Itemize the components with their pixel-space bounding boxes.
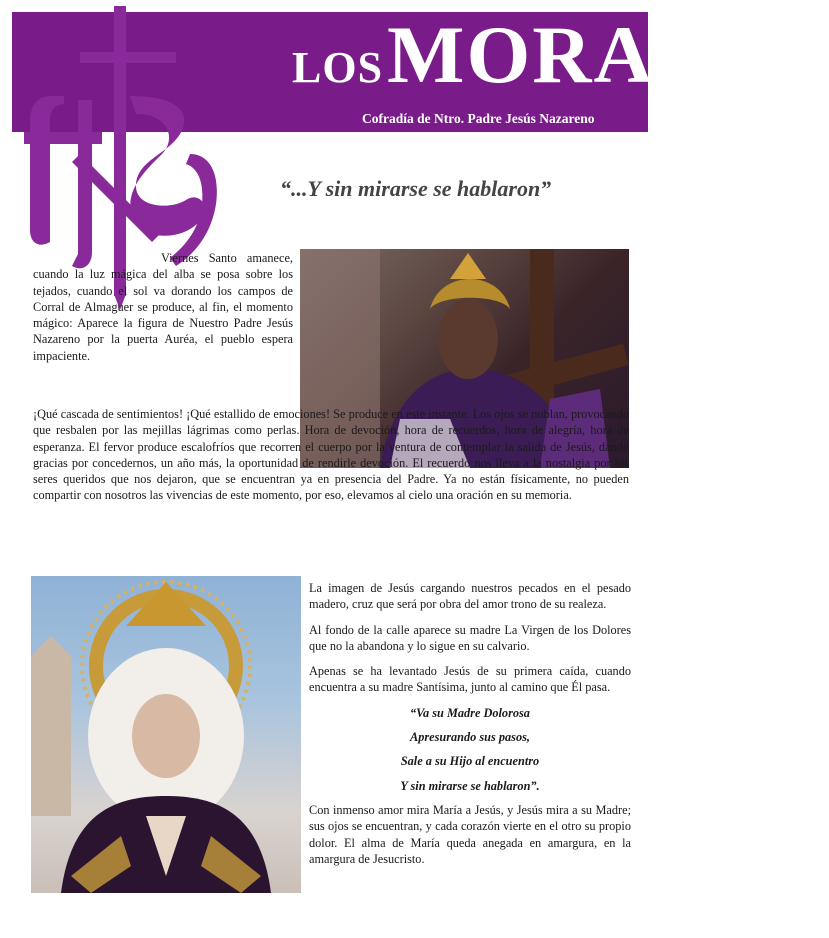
paragraph-1: Viernes Santo amanece, cuando la luz mágica del alba se posa sobre los tejados, cuando el sol va dorando los campos de Corral de Almaguer se produce, al fin, el momento mágico: Aparece la figura de Nuestro Padre Jesús Nazareno por la puerta Auréa, el pueblo espera impaciente.: [33, 251, 293, 363]
paragraph-2: ¡Qué cascada de sentimientos! ¡Qué estallido de emociones! Se produce en este instante. Los ojos se nublan, provocando que resbalen por las mejillas lágrimas como perlas. Hora de devoción, hora de recuerdos, hora de alegría, hora de esperanza. El fervor produce escalofríos que recorren el cuerpo por la ventura de contemplar la salida de Jesús, dando gracias por concedernos, un año más, la oportunidad de rendirle devoción. El recuerdo nos lleva a la nostalgia por los seres queridos que nos dejaron, que se encuentran ya en presencia del Padre. Ya no están físicamente, no pueden compartir con nosotros las vivencias de este momento, por eso, elevamos al cielo una oración en su memoria.: [33, 407, 629, 503]
paragraph-3: La imagen de Jesús cargando nuestros pecados en el pesado madero, cruz que será por obra del amor trono de su realeza.: [309, 581, 631, 612]
photo-virgen-dolores: [31, 576, 301, 893]
verse-line: Sale a su Hijo al encuentro: [400, 754, 540, 769]
paragraph-6: Con inmenso amor mira María a Jesús, y Jesús mira a su Madre; sus ojos se encuentran, y cada corazón vierte en el otro su propio dolor. El alma de María queda anegada en amargura, en la amargura de Jesucristo.: [309, 802, 631, 866]
magazine-title: [292, 9, 829, 100]
verse-line: Y sin mirarse se hablaron”.: [400, 778, 540, 793]
title-small: LOS: [292, 43, 384, 92]
right-column: [309, 580, 631, 876]
brotherhood-subtitle: Cofradía de Ntro. Padre Jesús Nazareno: [362, 111, 595, 126]
headline: “...Y sin mirarse se hablaron”: [280, 176, 552, 201]
verse-line: “Va su Madre Dolorosa: [410, 705, 530, 720]
paragraph-4: Al fondo de la calle aparece su madre La Virgen de los Dolores que no la abandona y lo sigue en su calvario.: [309, 622, 631, 653]
verse-line: Apresurando sus pasos,: [410, 730, 530, 745]
paragraph-5: Apenas se ha levantado Jesús de su primera caída, cuando encuentra a su madre Santísima, junto al camino que Él pasa.: [309, 664, 631, 695]
title-large: MORADOS: [387, 9, 829, 100]
